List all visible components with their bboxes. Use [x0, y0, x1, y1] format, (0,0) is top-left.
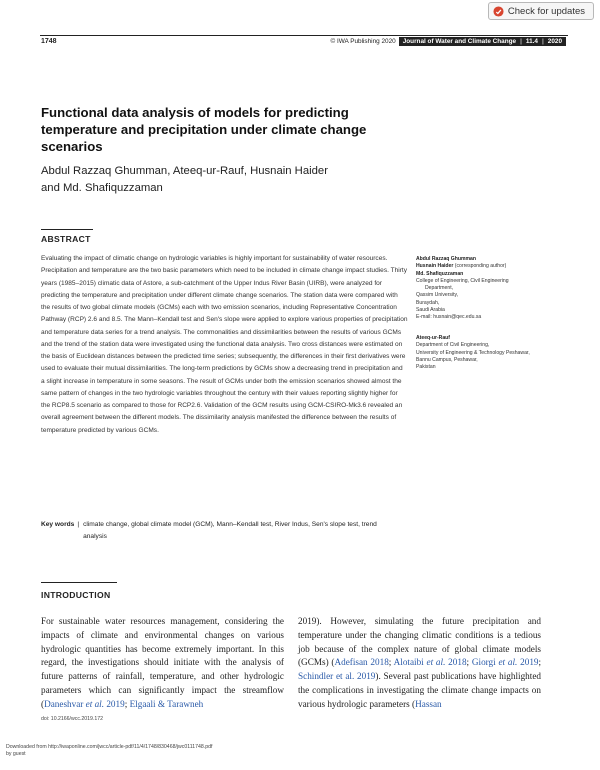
affiliation-line: Department, [425, 285, 454, 292]
authors-line-2: and Md. Shafiquzzaman [41, 182, 163, 194]
update-icon [493, 6, 504, 17]
publisher: © IWA Publishing 2020 [330, 38, 396, 45]
intro-text: ). Several past publications have highlighted the complications in investigating the climate change impacts on various hydrologic parameters ( [298, 671, 541, 709]
running-header [330, 37, 566, 46]
introduction-heading: INTRODUCTION [41, 590, 111, 600]
affiliation-line: Buraydah, [416, 299, 440, 306]
header-rule [40, 35, 568, 36]
keywords-label: Key words [41, 521, 75, 528]
introduction-column-left: For sustainable water resources management, considering the impacts of climate and environmental changes on various hydrologic quantities has become extremely important. In this regard, the investigations should initiate with the analysis of future patterns of rainfall, temperature, and other hydrologic parameters which can significantly impact the streamflow (Daneshvar et al. 2019; Elgaali & Tarawneh [41, 616, 284, 709]
intro-text: 2019). However, simulating the future precipitation and temperature under the changing climatic conditions is a tedious job because of the complex nature of global climate models (GCMs) ( [298, 616, 541, 668]
download-by: by guest [6, 751, 26, 757]
affiliation-author-4: Ateeq-ur-Rauf [416, 335, 450, 341]
affiliation-line: University of Engineering & Technology Peshawar, [416, 349, 530, 356]
introduction-column-right: 2019). However, simulating the future precipitation and temperature under the changing climatic conditions is a tedious job because of the complex nature of global climate models (GCMs) (Adefisan 2018; Alotaibi et al. 2018; Giorgi et al. 2019; Schindler et al. 2019). Several past publications have highlighted the complications in investigating the climate change impacts on various hydrologic parameters (Hassan [298, 616, 542, 709]
introduction-rule [41, 582, 117, 583]
intro-text: For sustainable water resources management, considering the impacts of climate and environmental changes on various hydrologic quantities has become extremely important. In this regard, the investigations should initiate with the analysis of future patterns of rainfall, temperature, and other hydrologic parameters which can significantly impact the streamflow ( [41, 616, 284, 709]
journal-year: 2020 [547, 38, 562, 45]
citation-link-elgaali[interactable]: Elgaali & Tarawneh [129, 698, 204, 709]
affiliation-line: College of Engineering, Civil Engineering [416, 277, 509, 284]
corresponding-email[interactable]: E-mail: husnain@qec.edu.sa [416, 314, 482, 321]
check-for-updates-button[interactable] [488, 2, 594, 20]
affiliation-block-1 [416, 256, 586, 322]
citation-link-alotaibi[interactable]: Alotaibi et al. 2018 [393, 657, 467, 668]
check-for-updates-label: Check for updates [507, 5, 585, 17]
author-list [41, 163, 381, 197]
affiliation-author-2: Husnain Haider [416, 263, 454, 270]
doi[interactable]: doi: 10.2166/wcc.2019.172 [41, 716, 104, 722]
affiliation-line: Qassim University, [416, 292, 459, 299]
journal-name: Journal of Water and Climate Change [402, 38, 517, 45]
abstract-rule [41, 229, 93, 230]
affiliation-line: Department of Civil Engineering, [416, 342, 490, 349]
citation-link-hassan[interactable]: Hassan [415, 698, 442, 709]
citation-link-daneshvar[interactable]: Daneshvar et al. 2019 [44, 698, 125, 709]
affiliation-author-1: Abdul Razzaq Ghumman [416, 256, 476, 262]
abstract-body: Evaluating the impact of climatic change on hydrologic variables is highly important for sustainability of water resources. Precipitation and temperature are the two basic parameters which need to be included in climate change impact studies. Thirty years (1985–2015) climatic data of Astore, a sub-catchment of the Upper Indus River Basin (UIRB), were analyzed for predicting the temperature and precipitation under different climate change scenarios. The station data were compared with the results of two global climate models (GCMs) each with two emission scenarios, including Representative Concentration Pathway (RCP) 2.6 and 8.5. The Mann–Kendall test and Sen's slope were applied to explore various properties of precipitation and temperature data series for a trend analysis. The commonalities and dissimilarities between the results of various GCMs and the trend of the station data were investigated using the functional data analysis. Two cross distances were estimated on the basis of Euclidean distances between the predicted time series; subsequently, the differences in their first derivatives were used to evaluate their mutual dissimilarities. The long-term predictions by GCMs show a decreasing trend in precipitation and a slight increase in temperature in some seasons. The result of GCMs under both the emission scenarios showed almost the same pattern of changes in the two hydrologic variables throughout the century with their values reporting slightly higher for the RCP8.5 scenario as compared to those for RCP2.6. Validation of the GCM results using GCM-CSIRO-Mk3.6 revealed an overall agreement between the different models. The dissimilarity analysis manifested the difference between the results of temperature predicted by various GCMs. [41, 255, 408, 434]
download-notice [6, 744, 212, 758]
affiliation-line: Pakistan [416, 364, 436, 371]
journal-band: Journal of Water and Climate Change | 11.4 | 2020 [399, 37, 566, 46]
article-title: Functional data analysis of models for predicting temperature and precipitation under climate change scenarios [41, 105, 367, 154]
keywords-separator: | [77, 521, 80, 528]
page-number: 1748 [41, 38, 57, 45]
citation-link-giorgi[interactable]: Giorgi et al. 2019 [471, 657, 539, 668]
keywords [41, 519, 401, 543]
authors-line-1: Abdul Razzaq Ghumman, Ateeq-ur-Rauf, Husnain Haider [41, 165, 328, 177]
keywords-list: climate change, global climate model (GCM), Mann–Kendall test, River Indus, Sen's slope test, trend analysis [83, 521, 377, 541]
affiliation-line: Bannu Campus, Peshawar, [416, 356, 478, 363]
citation-link-schindler[interactable]: Schindler et al. 2019 [298, 671, 376, 682]
affiliation-line: Saudi Arabia [416, 307, 445, 314]
download-url: Downloaded from http://iwaponline.com/jwcc/article-pdf/11/4/1748/830468/jwc0111748.pdf [6, 744, 213, 750]
affiliation-author-3: Md. Shafiquzzaman [416, 270, 464, 277]
citation-link-adefisan[interactable]: Adefisan 2018 [334, 657, 389, 668]
volume-issue: 11.4 [525, 38, 538, 45]
affiliation-block-2 [416, 335, 586, 371]
abstract-heading: ABSTRACT [41, 234, 91, 244]
corresponding-note: (corresponding author) [454, 263, 507, 270]
